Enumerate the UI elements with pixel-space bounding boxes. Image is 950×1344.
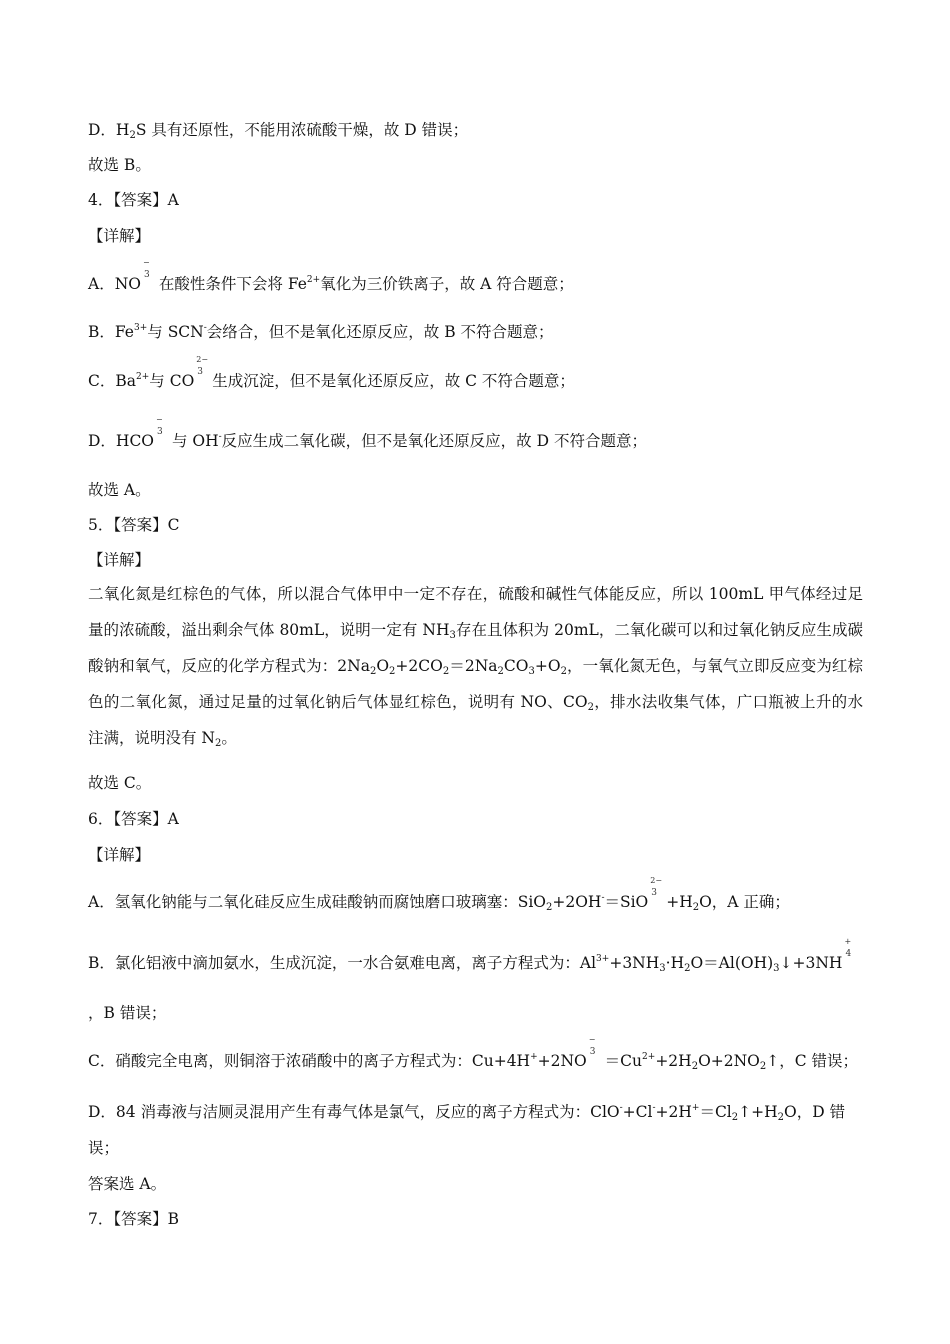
text-line: D．84 消毒液与洁厕灵混用产生有毒气体是氯气，反应的离子方程式为：$ClO^-+Cl^-+2H^+=Cl_2↑+H_2O$，D 错 xyxy=(88,1103,846,1123)
text-line: D．HCO − 3 与 OH-反应生成二氧化碳，但不是氧化还原反应，故 D 不符合题意； xyxy=(88,415,647,450)
text-line: ，B 错误； xyxy=(88,1004,167,1022)
explanation-heading: 【详解】 xyxy=(88,227,151,245)
explanation-heading: 【详解】 xyxy=(88,551,151,569)
text-line: A．氢氧化钠能与二氧化硅反应生成硅酸钠而腐蚀磨口玻璃塞：SiO$_2$+2OH-＝SiO 2− 3 $+H_2O$，A 正确； xyxy=(88,876,790,913)
text-line: 故选 C。 xyxy=(88,774,152,792)
answer-heading: 6．【答案】A xyxy=(88,810,179,828)
text-line: 故选 B。 xyxy=(88,156,151,174)
answer-heading: 5．【答案】C xyxy=(88,516,180,534)
text-line: 答案选 A。 xyxy=(88,1175,167,1193)
text-line: B．$Fe^{3+}$与 SCN-会络合，但不是氧化还原反应，故 B 不符合题意； xyxy=(88,323,554,341)
explanation-paragraph: 二氧化氮是红棕色的气体，所以混合气体甲中一定不存在，硫酸和碱性气体能反应，所以 100mL 甲气体经过足量的浓硫酸，溢出剩余气体 80mL，说明一定有 $NH_3$存在且体积为 20mL，二氧化碳可以和过氧化钠反应生成碳酸钠和氧气，反应的化学方程式为：$2Na_2O_2+2CO_2=2Na_2CO_3+O_2$，一氧化氮无色，与氧气立即反应变为红棕色的二氧化氮，通过足量的过氧化钠后气体显红棕色，说明有 NO、$CO_2$，排水法收集气体，广口瓶被上升的水注满，说明没有 $N_2$。 xyxy=(88,585,863,749)
text-line: 误； xyxy=(88,1139,120,1157)
text-line: B．氯化铝液中滴加氨水，生成沉淀，一水合氨难电离，离子方程式为：$Al^{3+}+3NH_3\cdot H_2O=Al(OH)_3↓+3NH$ + 4 xyxy=(88,937,852,974)
text-line: C．$Ba^{2+}$与 CO 2− 3 生成沉淀，但不是氧化还原反应，故 C 不符合题意； xyxy=(88,355,575,390)
explanation-heading: 【详解】 xyxy=(88,846,151,864)
text-line: A．NO − 3 在酸性条件下会将 $Fe^{2+}$氧化为三价铁离子，故 A 符合题意； xyxy=(88,258,574,293)
text-line: D．$H_2S$ 具有还原性，不能用浓硫酸干燥，故 D 错误； xyxy=(88,121,469,141)
answer-heading: 4．【答案】A xyxy=(88,191,179,209)
text-line: C．硝酸完全电离，则铜溶于浓硝酸中的离子方程式为：Cu+4H++2NO − 3 $=Cu^{2+}+2H_2O+2NO_2↑$，C 错误； xyxy=(88,1035,859,1072)
text-line: 故选 A。 xyxy=(88,481,151,499)
answer-heading: 7．【答案】B xyxy=(88,1210,180,1228)
